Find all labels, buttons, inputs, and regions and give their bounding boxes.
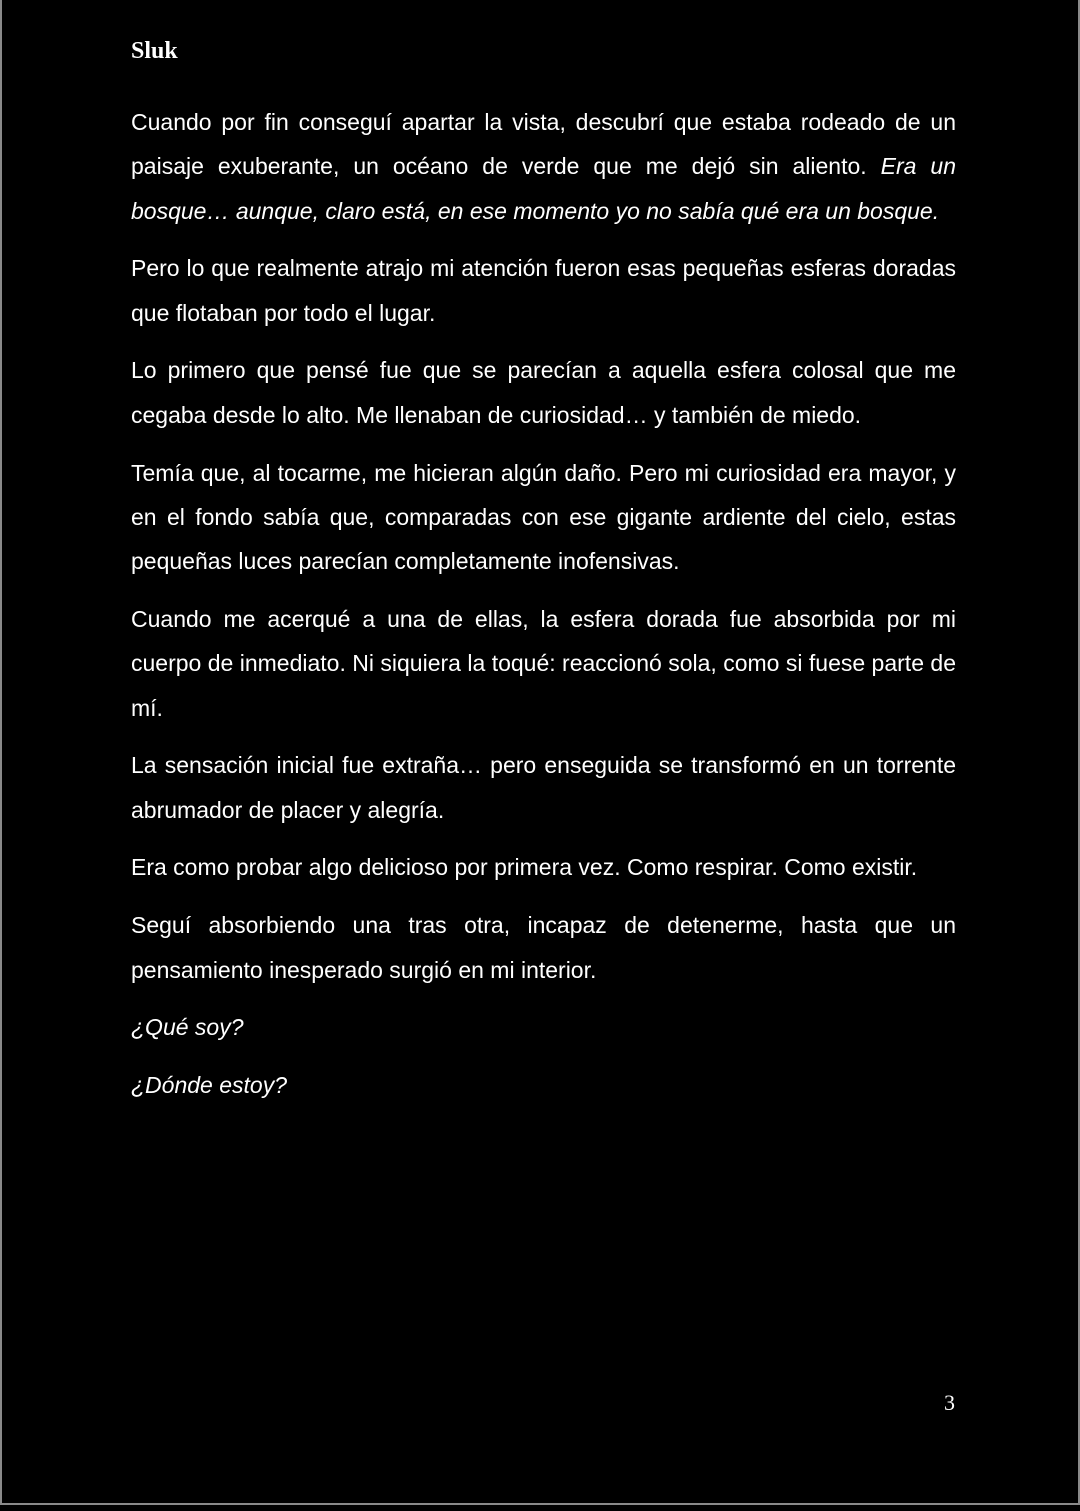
body-text	[131, 100, 956, 1121]
paragraph-5: Cuando me acerqué a una de ellas, la esfera dorada fue absorbida por mi cuerpo de inmediato. Ni siquiera la toqué: reaccionó sola, como si fuese parte de mí.	[131, 605, 956, 721]
paragraph-2: Pero lo que realmente atrajo mi atención fueron esas pequeñas esferas doradas que flotaban por todo el lugar.	[131, 255, 956, 326]
paragraph-8: Seguí absorbiendo una tras otra, incapaz de detenerme, hasta que un pensamiento inesperado surgió en mi interior.	[131, 912, 956, 983]
question-2: ¿Dónde estoy?	[131, 1072, 287, 1099]
paragraph-4: Temía que, al tocarme, me hicieran algún daño. Pero mi curiosidad era mayor, y en el fondo sabía que, comparadas con ese gigante ardiente del cielo, estas pequeñas luces parecían completamente inofensivas.	[131, 459, 956, 575]
paragraph-6: La sensación inicial fue extraña… pero enseguida se transformó en un torrente abrumador de placer y alegría.	[131, 752, 956, 823]
page-number: 3	[944, 1390, 955, 1415]
question-1: ¿Qué soy?	[131, 1014, 244, 1041]
paragraph-1	[131, 100, 956, 233]
paragraph-1-italic: Era un bosque… aunque, claro está, en ese momento yo no sabía qué era un bosque.	[131, 153, 956, 224]
paragraph-1-text: Cuando por fin conseguí apartar la vista, descubrí que estaba rodeado de un paisaje exuberante, un océano de verde que me dejó sin aliento.	[131, 109, 956, 180]
paragraph-3: Lo primero que pensé fue que se parecían a aquella esfera colosal que me cegaba desde lo alto. Me llenaban de curiosidad… y también de miedo.	[131, 357, 956, 428]
running-header: Sluk	[131, 38, 178, 64]
paragraph-7: Era como probar algo delicioso por primera vez. Como respirar. Como existir.	[131, 854, 918, 881]
